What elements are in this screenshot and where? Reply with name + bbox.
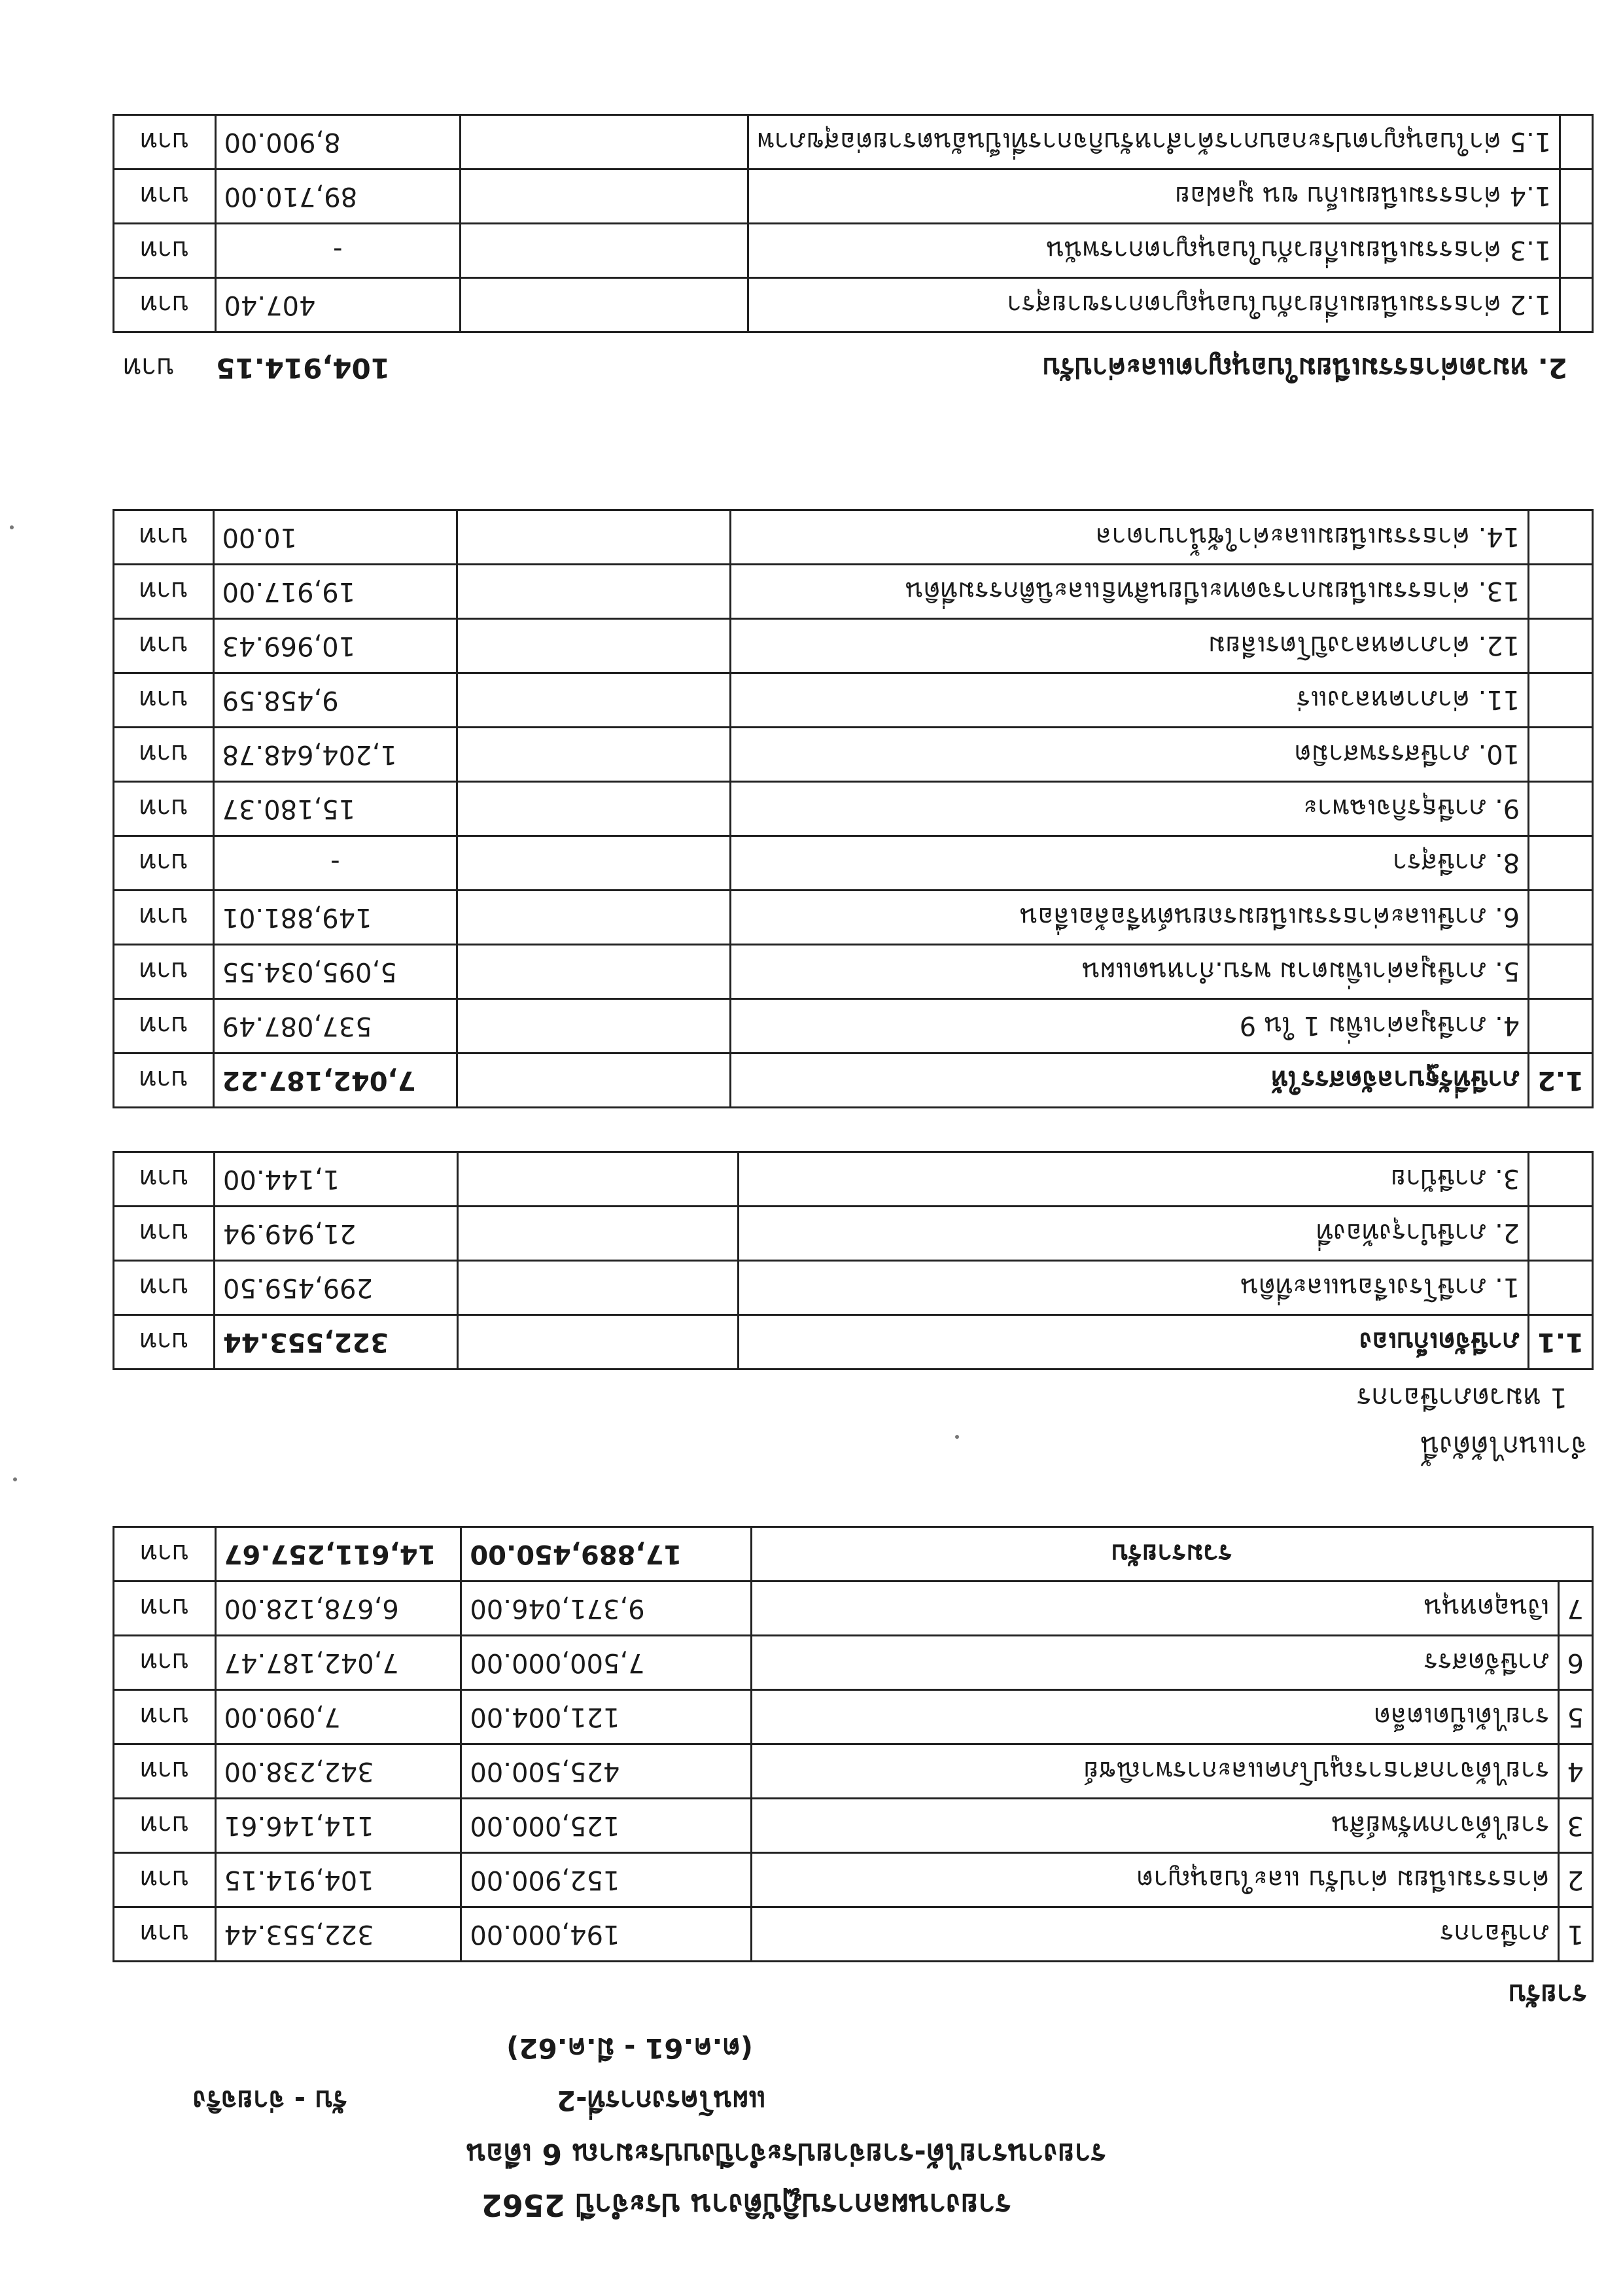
row-label: ภาษีอากร (751, 1907, 1558, 1962)
actual-amount: 7,042,187.47 (215, 1636, 461, 1690)
unit-label: บาท (114, 1261, 215, 1315)
estimate-amount: 121,004.00 (461, 1690, 751, 1744)
item-label: 11. ค่าภาคหลวงแร่ (730, 673, 1529, 728)
empty-cell (1560, 115, 1593, 169)
list-item (114, 169, 1593, 224)
item-label: 1. ภาษีโรงเรือนและที่ดิน (738, 1261, 1528, 1315)
item-label: 1.2 ค่าธรรมเนียมเกี่ยวกับใบอนุญาตการขายสุรา (748, 278, 1560, 332)
empty-cell (457, 1053, 730, 1108)
item-label: 14. ค่าธรรมเนียมและค่าใช้น้ำบาดาล (730, 510, 1529, 565)
empty-cell (1529, 782, 1593, 836)
row-number: 7 (1558, 1581, 1592, 1636)
actual-amount: 342,238.00 (215, 1744, 461, 1799)
empty-cell (1529, 1152, 1593, 1207)
scan-speck (13, 1477, 17, 1481)
item-amount: 299,459.50 (214, 1261, 457, 1315)
estimate-amount: 425,500.00 (461, 1744, 751, 1799)
item-label: 4. ภาษีมูลค่าเพิ่ม 1 ใน 9 (730, 999, 1529, 1053)
unit-label: บาท (114, 169, 216, 224)
actual-amount: 7,090.00 (215, 1690, 461, 1744)
unit-label: บาท (114, 278, 216, 332)
item-amount: 10,969.43 (213, 619, 457, 673)
item-label: 2. ภาษีบำรุงท้องที่ (738, 1207, 1528, 1261)
total-label: รวมรายรับ (751, 1527, 1592, 1581)
fee-group-amount: 104,914.15 (216, 352, 390, 384)
item-label: 1.3 ค่าธรรมเนียมเกี่ยวกับใบอนุญาตการพนัน (748, 224, 1560, 278)
unit-label: บาท (114, 1744, 216, 1799)
list-item (114, 836, 1593, 891)
item-amount: 10.00 (213, 510, 457, 565)
empty-cell (458, 1315, 738, 1369)
item-amount: - (213, 836, 457, 891)
empty-cell (457, 673, 730, 728)
actual-amount: 114,146.61 (215, 1799, 461, 1853)
empty-cell (457, 836, 730, 891)
item-amount: 89,710.00 (215, 169, 461, 224)
empty-cell (457, 565, 730, 619)
empty-cell (1529, 565, 1593, 619)
empty-cell (1560, 169, 1593, 224)
fee-group-unit: บาท (123, 352, 174, 384)
list-item (114, 673, 1593, 728)
item-label: 12. ค่าภาคหลวงปิโตรเลียม (730, 619, 1529, 673)
list-item (114, 619, 1593, 673)
item-label: 9. ภาษีธุรกิจเฉพาะ (730, 782, 1529, 836)
list-item (114, 565, 1593, 619)
scan-speck (955, 1435, 959, 1439)
estimate-amount: 7,500,000.00 (461, 1636, 751, 1690)
unit-label: บาท (114, 728, 214, 782)
row-label: ภาษีจัดสรร (751, 1636, 1558, 1690)
estimate-amount: 9,371,046.00 (461, 1581, 751, 1636)
scan-speck (10, 525, 14, 529)
unit-label: บาท (114, 1690, 216, 1744)
empty-cell (1560, 278, 1593, 332)
item-amount: 1,204,648.78 (213, 728, 457, 782)
section-amount: 7,042,187.22 (213, 1053, 457, 1108)
empty-cell (457, 728, 730, 782)
table-row (114, 1853, 1593, 1907)
item-amount: 537,087.49 (213, 999, 457, 1053)
unit-label: บาท (114, 673, 214, 728)
estimate-amount: 125,000.00 (461, 1799, 751, 1853)
empty-cell (1529, 1207, 1593, 1261)
list-item (114, 1207, 1593, 1261)
empty-cell (1529, 891, 1593, 945)
table-row (114, 1907, 1593, 1962)
unit-label: บาท (114, 1053, 214, 1108)
table-row (114, 1744, 1593, 1799)
table-row (114, 1799, 1593, 1853)
list-item (114, 115, 1593, 169)
unit-label: บาท (114, 1907, 216, 1962)
unit-label: บาท (114, 1527, 216, 1581)
total-row (114, 1527, 1593, 1581)
item-label: 13. ค่าธรรมเนียมการจดทะเบียนสิทธิและนิติกรรมที่ดิน (730, 565, 1529, 619)
total-actual: 14,611,257.67 (215, 1527, 461, 1581)
actual-amount: 104,914.15 (215, 1853, 461, 1907)
row-number: 1 (1558, 1907, 1592, 1962)
unit-label: บาท (114, 510, 214, 565)
self-collected-tax-table (113, 1151, 1594, 1370)
item-amount: 1,144.00 (214, 1152, 457, 1207)
tax-group-title: 1 หมวดภาษีอากร (1356, 1382, 1567, 1414)
item-label: 10. ภาษีสรรพสามิต (730, 728, 1529, 782)
list-item (114, 224, 1593, 278)
empty-cell (1529, 999, 1593, 1053)
empty-cell (457, 999, 730, 1053)
empty-cell (1529, 1261, 1593, 1315)
empty-cell (457, 945, 730, 999)
empty-cell (457, 619, 730, 673)
fee-group-title: 2. หมวดค่าธรรมเนียมใบอนุญาตและค่าปรับ (1042, 352, 1567, 384)
plan-label: แผนโครงการที่-2 (556, 2085, 766, 2117)
empty-cell (1529, 728, 1593, 782)
actual-amount: 322,553.44 (215, 1907, 461, 1962)
empty-cell (461, 224, 748, 278)
section-header-row (114, 1315, 1593, 1369)
item-label: 3. ภาษีป้าย (738, 1152, 1528, 1207)
actual-amount: 6,678,128.00 (215, 1581, 461, 1636)
list-item (114, 1152, 1593, 1207)
item-label: 1.5 ค่าใบอนุญาตประกอบการค้าสำหรับกิจการที่เป็นอันตรายต่อสุขภาพ (748, 115, 1560, 169)
item-amount: 21,949.94 (214, 1207, 457, 1261)
estimate-amount: 152,900.00 (461, 1853, 751, 1907)
unit-label: บาท (114, 565, 214, 619)
empty-cell (461, 278, 748, 332)
item-amount: 19,917.00 (213, 565, 457, 619)
empty-cell (461, 115, 748, 169)
unit-label: บาท (114, 115, 216, 169)
item-label: 1.4 ค่าธรรมเนียมเก็บ ขน มูลฝอย (748, 169, 1560, 224)
item-label: 6. ภาษีและค่าธรรมเนียมรถยนต์หรือล้อเลื่อน (730, 891, 1529, 945)
section-amount: 322,553.44 (214, 1315, 457, 1369)
unit-label: บาท (114, 891, 214, 945)
empty-cell (1529, 510, 1593, 565)
unit-label: บาท (114, 224, 216, 278)
revenue-summary-table (113, 1526, 1594, 1962)
list-item (114, 1261, 1593, 1315)
period-label: (ต.ค.61 - มี.ค.62) (506, 2032, 753, 2064)
item-amount: 407.40 (215, 278, 461, 332)
unit-label: บาท (114, 1581, 216, 1636)
empty-cell (461, 169, 748, 224)
empty-cell (1560, 224, 1593, 278)
section-number: 1.1 (1529, 1315, 1593, 1369)
unit-label: บาท (114, 782, 214, 836)
section-number: 1.2 (1529, 1053, 1593, 1108)
table-row (114, 1636, 1593, 1690)
unit-label: บาท (114, 619, 214, 673)
row-label: รายได้จากทรัพย์สิน (751, 1799, 1558, 1853)
list-item (114, 891, 1593, 945)
report-title: รายงานผลการปฏิบัติงาน ประจำปี 2562 (481, 2187, 1011, 2223)
empty-cell (458, 1261, 738, 1315)
item-amount: 8,900.00 (215, 115, 461, 169)
list-item (114, 510, 1593, 565)
item-amount: 9,458.59 (213, 673, 457, 728)
table-row (114, 1581, 1593, 1636)
empty-cell (458, 1207, 738, 1261)
empty-cell (457, 782, 730, 836)
detail-title: จำแนกได้ดังนี้ (1420, 1430, 1587, 1462)
row-label: เงินอุดหนุน (751, 1581, 1558, 1636)
unit-label: บาท (114, 945, 214, 999)
section-header-row (114, 1053, 1593, 1108)
unit-label: บาท (114, 1207, 215, 1261)
empty-cell (1529, 945, 1593, 999)
unit-label: บาท (114, 1315, 215, 1369)
table-row (114, 1690, 1593, 1744)
report-subtitle: รายงานรายได้-รายจ่ายประจำปีงบประมาณ 6 เดือน (466, 2137, 1106, 2170)
item-amount: - (215, 224, 461, 278)
row-number: 3 (1558, 1799, 1592, 1853)
unit-label: บาท (114, 1799, 216, 1853)
revenue-title: รายรับ (1509, 1979, 1587, 2011)
unit-label: บาท (114, 999, 214, 1053)
list-item (114, 999, 1593, 1053)
list-item (114, 945, 1593, 999)
item-amount: 5,095,034.55 (213, 945, 457, 999)
unit-label: บาท (114, 1152, 215, 1207)
empty-cell (1529, 619, 1593, 673)
empty-cell (1529, 836, 1593, 891)
row-label: ค่าธรรมเนียม ค่าปรับ และใบอนุญาต (751, 1853, 1558, 1907)
row-number: 5 (1558, 1690, 1592, 1744)
section-label: ภาษีจัดเก็บเอง (738, 1315, 1528, 1369)
row-number: 4 (1558, 1744, 1592, 1799)
empty-cell (457, 510, 730, 565)
item-amount: 149,881.01 (213, 891, 457, 945)
empty-cell (458, 1152, 738, 1207)
row-label: รายได้จากสาธารณูปโภคและการพาณิชย์ (751, 1744, 1558, 1799)
section-label: ภาษีที่รัฐบาลจัดสรรให้ (730, 1053, 1529, 1108)
item-label: 8. ภาษีสุรา (730, 836, 1529, 891)
row-label: รายได้เบ็ดเตล็ด (751, 1690, 1558, 1744)
allocated-tax-table (113, 509, 1594, 1108)
empty-cell (457, 891, 730, 945)
list-item (114, 782, 1593, 836)
row-number: 6 (1558, 1636, 1592, 1690)
estimate-amount: 194,000.00 (461, 1907, 751, 1962)
row-number: 2 (1558, 1853, 1592, 1907)
list-item (114, 728, 1593, 782)
fee-table (113, 114, 1594, 333)
unit-label: บาท (114, 836, 214, 891)
empty-cell (1529, 673, 1593, 728)
unit-label: บาท (114, 1853, 216, 1907)
total-estimate: 17,889,450.00 (461, 1527, 751, 1581)
unit-label: บาท (114, 1636, 216, 1690)
item-amount: 15,180.37 (213, 782, 457, 836)
list-item (114, 278, 1593, 332)
receipt-type-label: รับ - จ่ายจริง (192, 2085, 347, 2117)
item-label: 5. ภาษีมูลค่าเพิ่มตาม พรบ.กำหนดแผน (730, 945, 1529, 999)
